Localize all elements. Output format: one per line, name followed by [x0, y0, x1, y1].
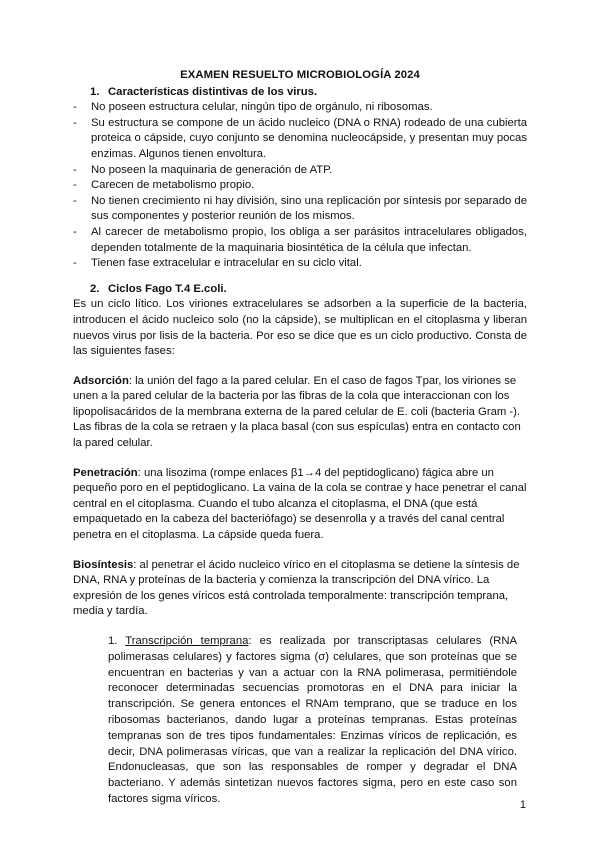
phase-text: : una lisozima (rompe enlaces β1→4 del peptidoglicano) fágica abre un pequeño poro en el peptidoglicano. La vaina de la cola se contrae y hace penetrar el canal central en el citoplasma. Cuando el tubo alcanza el citoplasma, el DNA (que está empaquetado en la cabeza del bacteriófago) se desenrolla y a través del canal central penetra en el citoplasma. La cápside queda fuera. [73, 466, 527, 542]
phase-biosintesis [73, 558, 527, 620]
list-item: - No poseen estructura celular, ningún tipo de orgánulo, ni ribosomas. [73, 100, 527, 116]
phase-term: Adsorción [73, 374, 129, 387]
phase-term: Penetración [73, 466, 138, 479]
subitem-text: : es realizada por transcriptasas celulares (RNA polimerasas celulares) y factores sigma (σ) celulares, que son proteínas que se encuentran en bacterias y van a actuar con la RNA polimerasa, permitiéndole reconocer determinadas secuencias promotoras en el DNA para iniciar la transcripción. Se genera entonces el RNAm temprano, que se traduce en los ribosomas bacterianos, dando lugar a proteínas tempranas. Estas proteínas tempranas son de tres tipos fundamentales: Enzimas víricos de replicación, es decir, DNA polimerasas víricas, que van a realizar la replicación del DNA vírico. Endonucleasas, que son las responsables de romper y degradar el DNA bacteriano. Y además sintetizan nuevos factores sigma, pero en este caso son factores sigma víricos. [108, 635, 518, 805]
subitem-term: Transcripción temprana [125, 635, 249, 647]
list-item: - Carecen de metabolismo propio. [73, 178, 527, 194]
list-item: - Tienen fase extracelular e intracelular en su ciclo vital. [73, 256, 527, 272]
virus-characteristics-list [73, 100, 527, 272]
list-item: - Su estructura se compone de un ácido nucleico (DNA o RNA) rodeado de una cubierta proteica o cápside, cuyo conjunto se denomina nucleocápside, y presentan muy pocas enzimas. Algunos tienen envoltura. [73, 116, 527, 163]
transcription-list [73, 634, 527, 808]
list-item: - No poseen la maquinaria de generación de ATP. [73, 163, 527, 179]
section-1-number: 1. [90, 85, 100, 98]
section-2-intro: Es un ciclo lítico. Los viriones extracelulares se adsorben a la superficie de la bacteria, introducen el ácido nucleico solo (no la cápside), se multiplican en el citoplasma y liberan nuevos virus por lisis de la bacteria. Por eso se dice que es un ciclo productivo. Consta de las siguientes fases: [73, 298, 527, 358]
subitem-number: 1. [108, 635, 118, 647]
section-1-title: Características distintivas de los virus. [108, 85, 318, 98]
section-2-title: Ciclos Fago T.4 E.coli. [108, 282, 227, 295]
document-title: EXAMEN RESUELTO MICROBIOLOGÍA 2024 [180, 69, 420, 81]
list-item: - Al carecer de metabolismo propio, los obliga a ser parásitos intracelulares obligados, dependen totalmente de la maquinaria biosintética de la célula que infectan. [73, 225, 527, 256]
list-item: - No tienen crecimiento ni hay división, sino una replicación por síntesis por separado de sus componentes y posterior reunión de los mismos. [73, 194, 527, 225]
phase-text: : al penetrar el ácido nucleico vírico en el citoplasma se detiene la síntesis de DNA, RNA y proteínas de la bacteria y comienza la transcripción del DNA vírico. La expresión de los genes víricos está controlada temporalmente: transcripción temprana, media y tardía. [73, 558, 520, 618]
phase-adsorcion [73, 374, 527, 452]
section-1-heading [73, 85, 527, 101]
phase-term: Biosíntesis [73, 558, 134, 571]
phase-text: : la unión del fago a la pared celular. En el caso de fagos Tpar, los viriones se unen a la pared celular de la bacteria por las fibras de la cola que interaccionan con los lipopolisacáridos de la membrana externa de la pared celular de E. coli (bacteria Gram -). Las fibras de la cola se retraen y la placa basal (con sus espículas) entra en contacto con la pared celular. [73, 374, 521, 450]
section-2-number: 2. [90, 282, 100, 295]
list-item [108, 634, 517, 808]
page-number: 1 [519, 799, 526, 811]
phase-penetracion [73, 466, 527, 544]
section-2-heading [73, 282, 527, 298]
